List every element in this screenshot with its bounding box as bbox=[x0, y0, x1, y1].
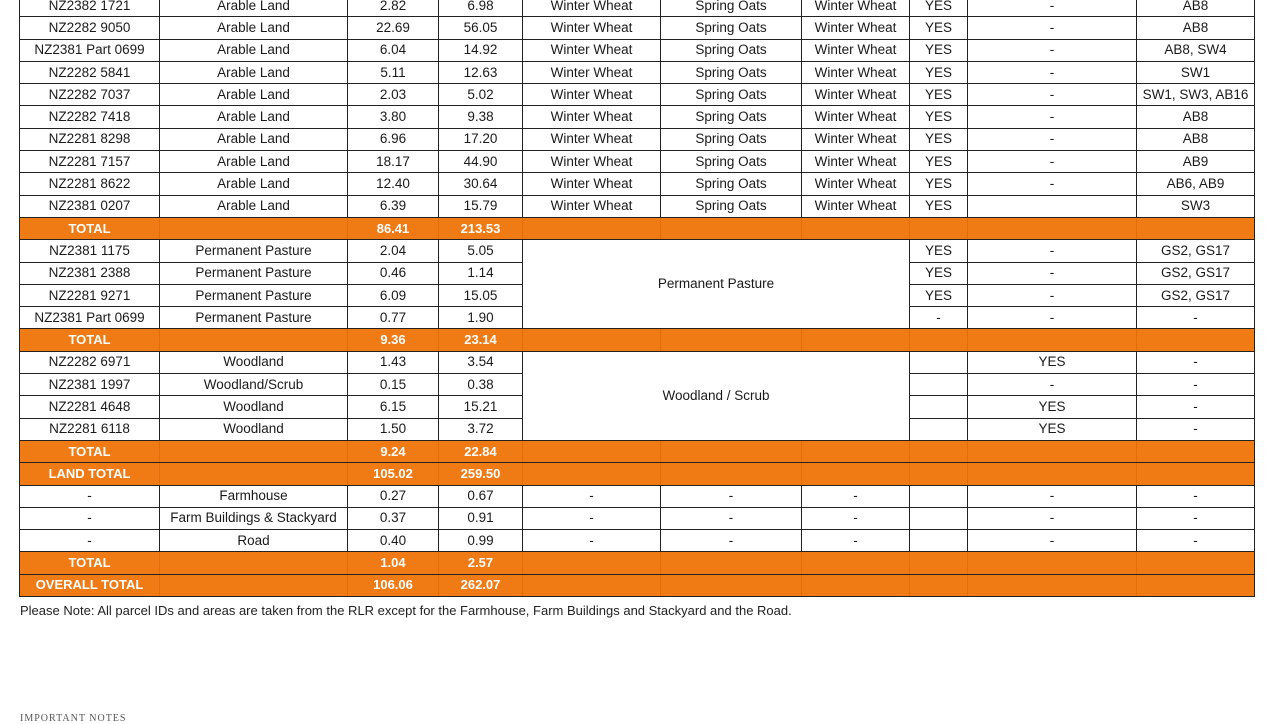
cell-parcel-id: LAND TOTAL bbox=[20, 463, 160, 485]
cell-schemes: - bbox=[1137, 507, 1255, 529]
cell-bps-eligible bbox=[910, 396, 968, 418]
cell-parcel-id: NZ2282 7418 bbox=[20, 106, 160, 128]
cell-parcel-id: TOTAL bbox=[20, 440, 160, 462]
cell-area-ha: 22.69 bbox=[348, 17, 439, 39]
cell-woodland-eligible bbox=[968, 574, 1137, 596]
cell-parcel-id: NZ2381 0207 bbox=[20, 195, 160, 217]
cell-crop-year-2: Spring Oats bbox=[661, 173, 802, 195]
cell-area-ac: 12.63 bbox=[439, 61, 523, 83]
cell-crop-year-2: Spring Oats bbox=[661, 17, 802, 39]
cell-woodland-eligible: - bbox=[968, 530, 1137, 552]
cell-area-ha: 2.04 bbox=[348, 240, 439, 262]
cell-area-ha: 9.36 bbox=[348, 329, 439, 351]
table-row bbox=[20, 84, 1255, 106]
cell-bps-eligible: YES bbox=[910, 240, 968, 262]
cell-parcel-id: NZ2282 7037 bbox=[20, 84, 160, 106]
cell-parcel-id: TOTAL bbox=[20, 552, 160, 574]
cell-land-use: Arable Land bbox=[160, 17, 348, 39]
cell-schemes: - bbox=[1137, 374, 1255, 396]
cell-bps-eligible: YES bbox=[910, 84, 968, 106]
cell-area-ha: 1.43 bbox=[348, 351, 439, 373]
cell-area-ac: 56.05 bbox=[439, 17, 523, 39]
cell-bps-eligible bbox=[910, 463, 968, 485]
cell-area-ha: 0.27 bbox=[348, 485, 439, 507]
cell-woodland-eligible bbox=[968, 552, 1137, 574]
cell-area-ha: 86.41 bbox=[348, 217, 439, 239]
cell-area-ha: 5.11 bbox=[348, 61, 439, 83]
cell-parcel-id: NZ2282 5841 bbox=[20, 61, 160, 83]
cell-crop-year-1: Winter Wheat bbox=[523, 61, 661, 83]
cell-area-ha: 2.82 bbox=[348, 0, 439, 17]
cell-crop-year-1: Winter Wheat bbox=[523, 84, 661, 106]
cell-crop-year-2 bbox=[661, 552, 802, 574]
cell-area-ha: 6.39 bbox=[348, 195, 439, 217]
cell-woodland-eligible: YES bbox=[968, 351, 1137, 373]
cell-crop-year-3 bbox=[802, 552, 910, 574]
table-row bbox=[20, 61, 1255, 83]
cell-schemes: AB8 bbox=[1137, 0, 1255, 17]
cell-area-ac: 22.84 bbox=[439, 440, 523, 462]
cell-crop-year-2: Spring Oats bbox=[661, 61, 802, 83]
cell-woodland-eligible bbox=[968, 217, 1137, 239]
cell-crop-year-3: - bbox=[802, 507, 910, 529]
cell-area-ha: 9.24 bbox=[348, 440, 439, 462]
cell-bps-eligible: YES bbox=[910, 61, 968, 83]
cell-area-ac: 262.07 bbox=[439, 574, 523, 596]
cell-land-use: Woodland/Scrub bbox=[160, 374, 348, 396]
cell-area-ha: 0.15 bbox=[348, 374, 439, 396]
cell-parcel-id: - bbox=[20, 507, 160, 529]
cell-bps-eligible: YES bbox=[910, 195, 968, 217]
cell-schemes: - bbox=[1137, 485, 1255, 507]
cell-crop-year-1: Winter Wheat bbox=[523, 17, 661, 39]
cell-crop-year-3 bbox=[802, 217, 910, 239]
cell-crop-year-3 bbox=[802, 329, 910, 351]
cell-parcel-id: TOTAL bbox=[20, 329, 160, 351]
cell-bps-eligible bbox=[910, 530, 968, 552]
cell-bps-eligible: YES bbox=[910, 17, 968, 39]
cell-crop-year-2: Spring Oats bbox=[661, 84, 802, 106]
cell-crop-year-3: Winter Wheat bbox=[802, 61, 910, 83]
cell-bps-eligible: YES bbox=[910, 106, 968, 128]
table-row bbox=[20, 485, 1255, 507]
cell-schemes bbox=[1137, 463, 1255, 485]
cell-crop-year-3: Winter Wheat bbox=[802, 39, 910, 61]
cell-bps-eligible: YES bbox=[910, 284, 968, 306]
cell-area-ac: 213.53 bbox=[439, 217, 523, 239]
cell-land-use bbox=[160, 552, 348, 574]
cell-land-use: Woodland bbox=[160, 351, 348, 373]
cell-parcel-id: NZ2282 6971 bbox=[20, 351, 160, 373]
cell-area-ac: 17.20 bbox=[439, 128, 523, 150]
cell-area-ha: 6.96 bbox=[348, 128, 439, 150]
cell-crop-year-1 bbox=[523, 574, 661, 596]
cell-area-ha: 0.37 bbox=[348, 507, 439, 529]
cell-area-ac: 1.90 bbox=[439, 307, 523, 329]
cell-bps-eligible bbox=[910, 552, 968, 574]
cell-schemes: GS2, GS17 bbox=[1137, 262, 1255, 284]
cell-woodland-eligible: YES bbox=[968, 396, 1137, 418]
cell-bps-eligible: YES bbox=[910, 39, 968, 61]
cell-schemes: AB8 bbox=[1137, 128, 1255, 150]
cell-area-ha: 0.40 bbox=[348, 530, 439, 552]
cell-crop-year-1 bbox=[523, 329, 661, 351]
cell-area-ac: 9.38 bbox=[439, 106, 523, 128]
cell-bps-eligible bbox=[910, 440, 968, 462]
cell-crop-year-1: Winter Wheat bbox=[523, 128, 661, 150]
cell-crop-year-1: Winter Wheat bbox=[523, 106, 661, 128]
cell-land-use bbox=[160, 463, 348, 485]
cell-woodland-eligible: - bbox=[968, 240, 1137, 262]
cell-land-use: Arable Land bbox=[160, 61, 348, 83]
merged-cropping-cell: Woodland / Scrub bbox=[523, 351, 910, 440]
cell-area-ha: 2.03 bbox=[348, 84, 439, 106]
table-row bbox=[20, 128, 1255, 150]
cell-schemes bbox=[1137, 552, 1255, 574]
cell-area-ac: 0.38 bbox=[439, 374, 523, 396]
cell-bps-eligible bbox=[910, 574, 968, 596]
cell-crop-year-1: Winter Wheat bbox=[523, 151, 661, 173]
cell-area-ha: 105.02 bbox=[348, 463, 439, 485]
cell-land-use bbox=[160, 440, 348, 462]
cell-parcel-id: OVERALL TOTAL bbox=[20, 574, 160, 596]
total-row bbox=[20, 574, 1255, 596]
cell-crop-year-3: Winter Wheat bbox=[802, 151, 910, 173]
table-row bbox=[20, 173, 1255, 195]
cell-land-use bbox=[160, 574, 348, 596]
cell-land-use: Permanent Pasture bbox=[160, 307, 348, 329]
cell-schemes: SW1 bbox=[1137, 61, 1255, 83]
cell-woodland-eligible: - bbox=[968, 106, 1137, 128]
cell-woodland-eligible: - bbox=[968, 17, 1137, 39]
table-row bbox=[20, 195, 1255, 217]
cell-land-use bbox=[160, 217, 348, 239]
cell-land-use: Arable Land bbox=[160, 128, 348, 150]
cell-crop-year-3 bbox=[802, 440, 910, 462]
cell-parcel-id: NZ2281 7157 bbox=[20, 151, 160, 173]
cell-crop-year-3: Winter Wheat bbox=[802, 128, 910, 150]
cell-land-use: Woodland bbox=[160, 396, 348, 418]
footnote: Please Note: All parcel IDs and areas are taken from the RLR except for the Farmhouse, Farm Buildings and Stackyard and the Road. bbox=[20, 603, 792, 618]
cell-schemes: SW3 bbox=[1137, 195, 1255, 217]
cell-parcel-id: - bbox=[20, 530, 160, 552]
table-row bbox=[20, 0, 1255, 17]
cell-land-use: Arable Land bbox=[160, 106, 348, 128]
total-row bbox=[20, 440, 1255, 462]
cell-schemes bbox=[1137, 329, 1255, 351]
cell-crop-year-2: - bbox=[661, 507, 802, 529]
table-row bbox=[20, 351, 1255, 373]
cell-area-ha: 1.50 bbox=[348, 418, 439, 440]
cell-woodland-eligible: - bbox=[968, 173, 1137, 195]
cell-crop-year-3: - bbox=[802, 530, 910, 552]
cell-crop-year-1 bbox=[523, 463, 661, 485]
cell-area-ac: 0.91 bbox=[439, 507, 523, 529]
cell-woodland-eligible: - bbox=[968, 507, 1137, 529]
cell-land-use: Arable Land bbox=[160, 39, 348, 61]
total-row bbox=[20, 217, 1255, 239]
cell-woodland-eligible: - bbox=[968, 151, 1137, 173]
land-schedule-table bbox=[19, 0, 1255, 597]
cell-land-use bbox=[160, 329, 348, 351]
table-row bbox=[20, 530, 1255, 552]
cell-crop-year-1: - bbox=[523, 530, 661, 552]
cell-woodland-eligible bbox=[968, 329, 1137, 351]
cell-bps-eligible bbox=[910, 329, 968, 351]
cell-woodland-eligible: YES bbox=[968, 418, 1137, 440]
cell-parcel-id: - bbox=[20, 485, 160, 507]
cell-parcel-id: NZ2382 1721 bbox=[20, 0, 160, 17]
table-row bbox=[20, 507, 1255, 529]
cell-area-ac: 3.54 bbox=[439, 351, 523, 373]
cell-area-ac: 0.67 bbox=[439, 485, 523, 507]
cell-bps-eligible: YES bbox=[910, 128, 968, 150]
cell-crop-year-2 bbox=[661, 440, 802, 462]
cell-parcel-id: NZ2281 8622 bbox=[20, 173, 160, 195]
cell-schemes bbox=[1137, 574, 1255, 596]
cell-area-ac: 259.50 bbox=[439, 463, 523, 485]
cell-area-ac: 3.72 bbox=[439, 418, 523, 440]
cell-area-ha: 1.04 bbox=[348, 552, 439, 574]
cell-woodland-eligible: - bbox=[968, 485, 1137, 507]
cell-crop-year-2: Spring Oats bbox=[661, 39, 802, 61]
cell-area-ha: 12.40 bbox=[348, 173, 439, 195]
cell-bps-eligible: YES bbox=[910, 262, 968, 284]
cell-crop-year-2 bbox=[661, 463, 802, 485]
cell-bps-eligible bbox=[910, 374, 968, 396]
cell-area-ha: 0.46 bbox=[348, 262, 439, 284]
cell-schemes: GS2, GS17 bbox=[1137, 284, 1255, 306]
cell-crop-year-1: Winter Wheat bbox=[523, 173, 661, 195]
cell-parcel-id: NZ2381 Part 0699 bbox=[20, 39, 160, 61]
cell-bps-eligible: YES bbox=[910, 151, 968, 173]
cell-area-ac: 0.99 bbox=[439, 530, 523, 552]
cell-bps-eligible bbox=[910, 485, 968, 507]
cell-bps-eligible: YES bbox=[910, 173, 968, 195]
cell-area-ac: 6.98 bbox=[439, 0, 523, 17]
cell-area-ac: 44.90 bbox=[439, 151, 523, 173]
cell-crop-year-2: Spring Oats bbox=[661, 0, 802, 17]
total-row bbox=[20, 463, 1255, 485]
cell-crop-year-1: - bbox=[523, 485, 661, 507]
cell-crop-year-2: Spring Oats bbox=[661, 195, 802, 217]
cell-land-use: Arable Land bbox=[160, 195, 348, 217]
cell-crop-year-1 bbox=[523, 217, 661, 239]
cell-bps-eligible bbox=[910, 351, 968, 373]
cell-schemes: - bbox=[1137, 351, 1255, 373]
cell-parcel-id: NZ2282 9050 bbox=[20, 17, 160, 39]
cell-land-use: Permanent Pasture bbox=[160, 240, 348, 262]
cell-parcel-id: NZ2381 1997 bbox=[20, 374, 160, 396]
cell-area-ac: 5.02 bbox=[439, 84, 523, 106]
cell-area-ha: 6.09 bbox=[348, 284, 439, 306]
table-row bbox=[20, 106, 1255, 128]
cell-parcel-id: NZ2281 8298 bbox=[20, 128, 160, 150]
cell-crop-year-1 bbox=[523, 552, 661, 574]
cell-land-use: Arable Land bbox=[160, 0, 348, 17]
table-row bbox=[20, 240, 1255, 262]
cell-land-use: Farmhouse bbox=[160, 485, 348, 507]
cell-woodland-eligible: - bbox=[968, 84, 1137, 106]
table-row bbox=[20, 39, 1255, 61]
cell-crop-year-1: - bbox=[523, 507, 661, 529]
cell-crop-year-2 bbox=[661, 574, 802, 596]
cell-woodland-eligible: - bbox=[968, 0, 1137, 17]
cell-schemes: - bbox=[1137, 396, 1255, 418]
cell-area-ac: 15.05 bbox=[439, 284, 523, 306]
cell-schemes: AB8 bbox=[1137, 17, 1255, 39]
cell-area-ha: 18.17 bbox=[348, 151, 439, 173]
cell-woodland-eligible bbox=[968, 463, 1137, 485]
cell-crop-year-3: Winter Wheat bbox=[802, 17, 910, 39]
cell-woodland-eligible: - bbox=[968, 128, 1137, 150]
cell-land-use: Arable Land bbox=[160, 173, 348, 195]
cell-bps-eligible bbox=[910, 507, 968, 529]
cell-crop-year-2: - bbox=[661, 485, 802, 507]
total-row bbox=[20, 329, 1255, 351]
cell-bps-eligible: - bbox=[910, 307, 968, 329]
cell-crop-year-1 bbox=[523, 440, 661, 462]
cell-crop-year-2 bbox=[661, 329, 802, 351]
cell-schemes: AB6, AB9 bbox=[1137, 173, 1255, 195]
important-notes-heading: IMPORTANT NOTES bbox=[20, 713, 127, 724]
cell-schemes: - bbox=[1137, 307, 1255, 329]
cell-schemes: - bbox=[1137, 418, 1255, 440]
cell-land-use: Woodland bbox=[160, 418, 348, 440]
cell-schemes bbox=[1137, 217, 1255, 239]
cell-land-use: Arable Land bbox=[160, 84, 348, 106]
cell-crop-year-3 bbox=[802, 463, 910, 485]
cell-crop-year-2: Spring Oats bbox=[661, 128, 802, 150]
cell-woodland-eligible: - bbox=[968, 307, 1137, 329]
cell-crop-year-3: Winter Wheat bbox=[802, 173, 910, 195]
merged-cropping-cell: Permanent Pasture bbox=[523, 240, 910, 329]
cell-parcel-id: TOTAL bbox=[20, 217, 160, 239]
cell-area-ac: 2.57 bbox=[439, 552, 523, 574]
cell-crop-year-2 bbox=[661, 217, 802, 239]
table-row bbox=[20, 151, 1255, 173]
cell-crop-year-2: Spring Oats bbox=[661, 151, 802, 173]
cell-schemes: - bbox=[1137, 530, 1255, 552]
cell-land-use: Permanent Pasture bbox=[160, 284, 348, 306]
cell-woodland-eligible: - bbox=[968, 39, 1137, 61]
cell-land-use: Arable Land bbox=[160, 151, 348, 173]
cell-area-ac: 15.21 bbox=[439, 396, 523, 418]
cell-schemes: GS2, GS17 bbox=[1137, 240, 1255, 262]
cell-woodland-eligible: - bbox=[968, 284, 1137, 306]
cell-woodland-eligible: - bbox=[968, 61, 1137, 83]
total-row bbox=[20, 552, 1255, 574]
cell-crop-year-3: Winter Wheat bbox=[802, 0, 910, 17]
cell-area-ha: 6.04 bbox=[348, 39, 439, 61]
cell-area-ac: 1.14 bbox=[439, 262, 523, 284]
cell-area-ac: 23.14 bbox=[439, 329, 523, 351]
cell-parcel-id: NZ2381 2388 bbox=[20, 262, 160, 284]
cell-land-use: Permanent Pasture bbox=[160, 262, 348, 284]
cell-parcel-id: NZ2281 9271 bbox=[20, 284, 160, 306]
cell-schemes: AB8 bbox=[1137, 106, 1255, 128]
cell-crop-year-1: Winter Wheat bbox=[523, 195, 661, 217]
cell-area-ac: 5.05 bbox=[439, 240, 523, 262]
cell-crop-year-3 bbox=[802, 574, 910, 596]
cell-parcel-id: NZ2381 1175 bbox=[20, 240, 160, 262]
cell-parcel-id: NZ2381 Part 0699 bbox=[20, 307, 160, 329]
cell-area-ha: 3.80 bbox=[348, 106, 439, 128]
cell-area-ac: 30.64 bbox=[439, 173, 523, 195]
cell-parcel-id: NZ2281 6118 bbox=[20, 418, 160, 440]
cell-woodland-eligible bbox=[968, 440, 1137, 462]
cell-woodland-eligible: - bbox=[968, 262, 1137, 284]
cell-crop-year-3: Winter Wheat bbox=[802, 106, 910, 128]
cell-woodland-eligible bbox=[968, 195, 1137, 217]
cell-bps-eligible: YES bbox=[910, 0, 968, 17]
cell-bps-eligible bbox=[910, 217, 968, 239]
cell-schemes: AB8, SW4 bbox=[1137, 39, 1255, 61]
cell-woodland-eligible: - bbox=[968, 374, 1137, 396]
cell-parcel-id: NZ2281 4648 bbox=[20, 396, 160, 418]
cell-schemes: SW1, SW3, AB16 bbox=[1137, 84, 1255, 106]
cell-crop-year-3: - bbox=[802, 485, 910, 507]
cell-crop-year-1: Winter Wheat bbox=[523, 39, 661, 61]
cell-land-use: Farm Buildings & Stackyard bbox=[160, 507, 348, 529]
cell-crop-year-1: Winter Wheat bbox=[523, 0, 661, 17]
cell-area-ac: 15.79 bbox=[439, 195, 523, 217]
cell-area-ha: 106.06 bbox=[348, 574, 439, 596]
cell-bps-eligible bbox=[910, 418, 968, 440]
cell-area-ha: 6.15 bbox=[348, 396, 439, 418]
cell-crop-year-3: Winter Wheat bbox=[802, 195, 910, 217]
cell-schemes: AB9 bbox=[1137, 151, 1255, 173]
table-row bbox=[20, 17, 1255, 39]
cell-area-ha: 0.77 bbox=[348, 307, 439, 329]
cell-area-ac: 14.92 bbox=[439, 39, 523, 61]
cell-crop-year-2: Spring Oats bbox=[661, 106, 802, 128]
cell-schemes bbox=[1137, 440, 1255, 462]
cell-crop-year-2: - bbox=[661, 530, 802, 552]
cell-crop-year-3: Winter Wheat bbox=[802, 84, 910, 106]
cell-land-use: Road bbox=[160, 530, 348, 552]
